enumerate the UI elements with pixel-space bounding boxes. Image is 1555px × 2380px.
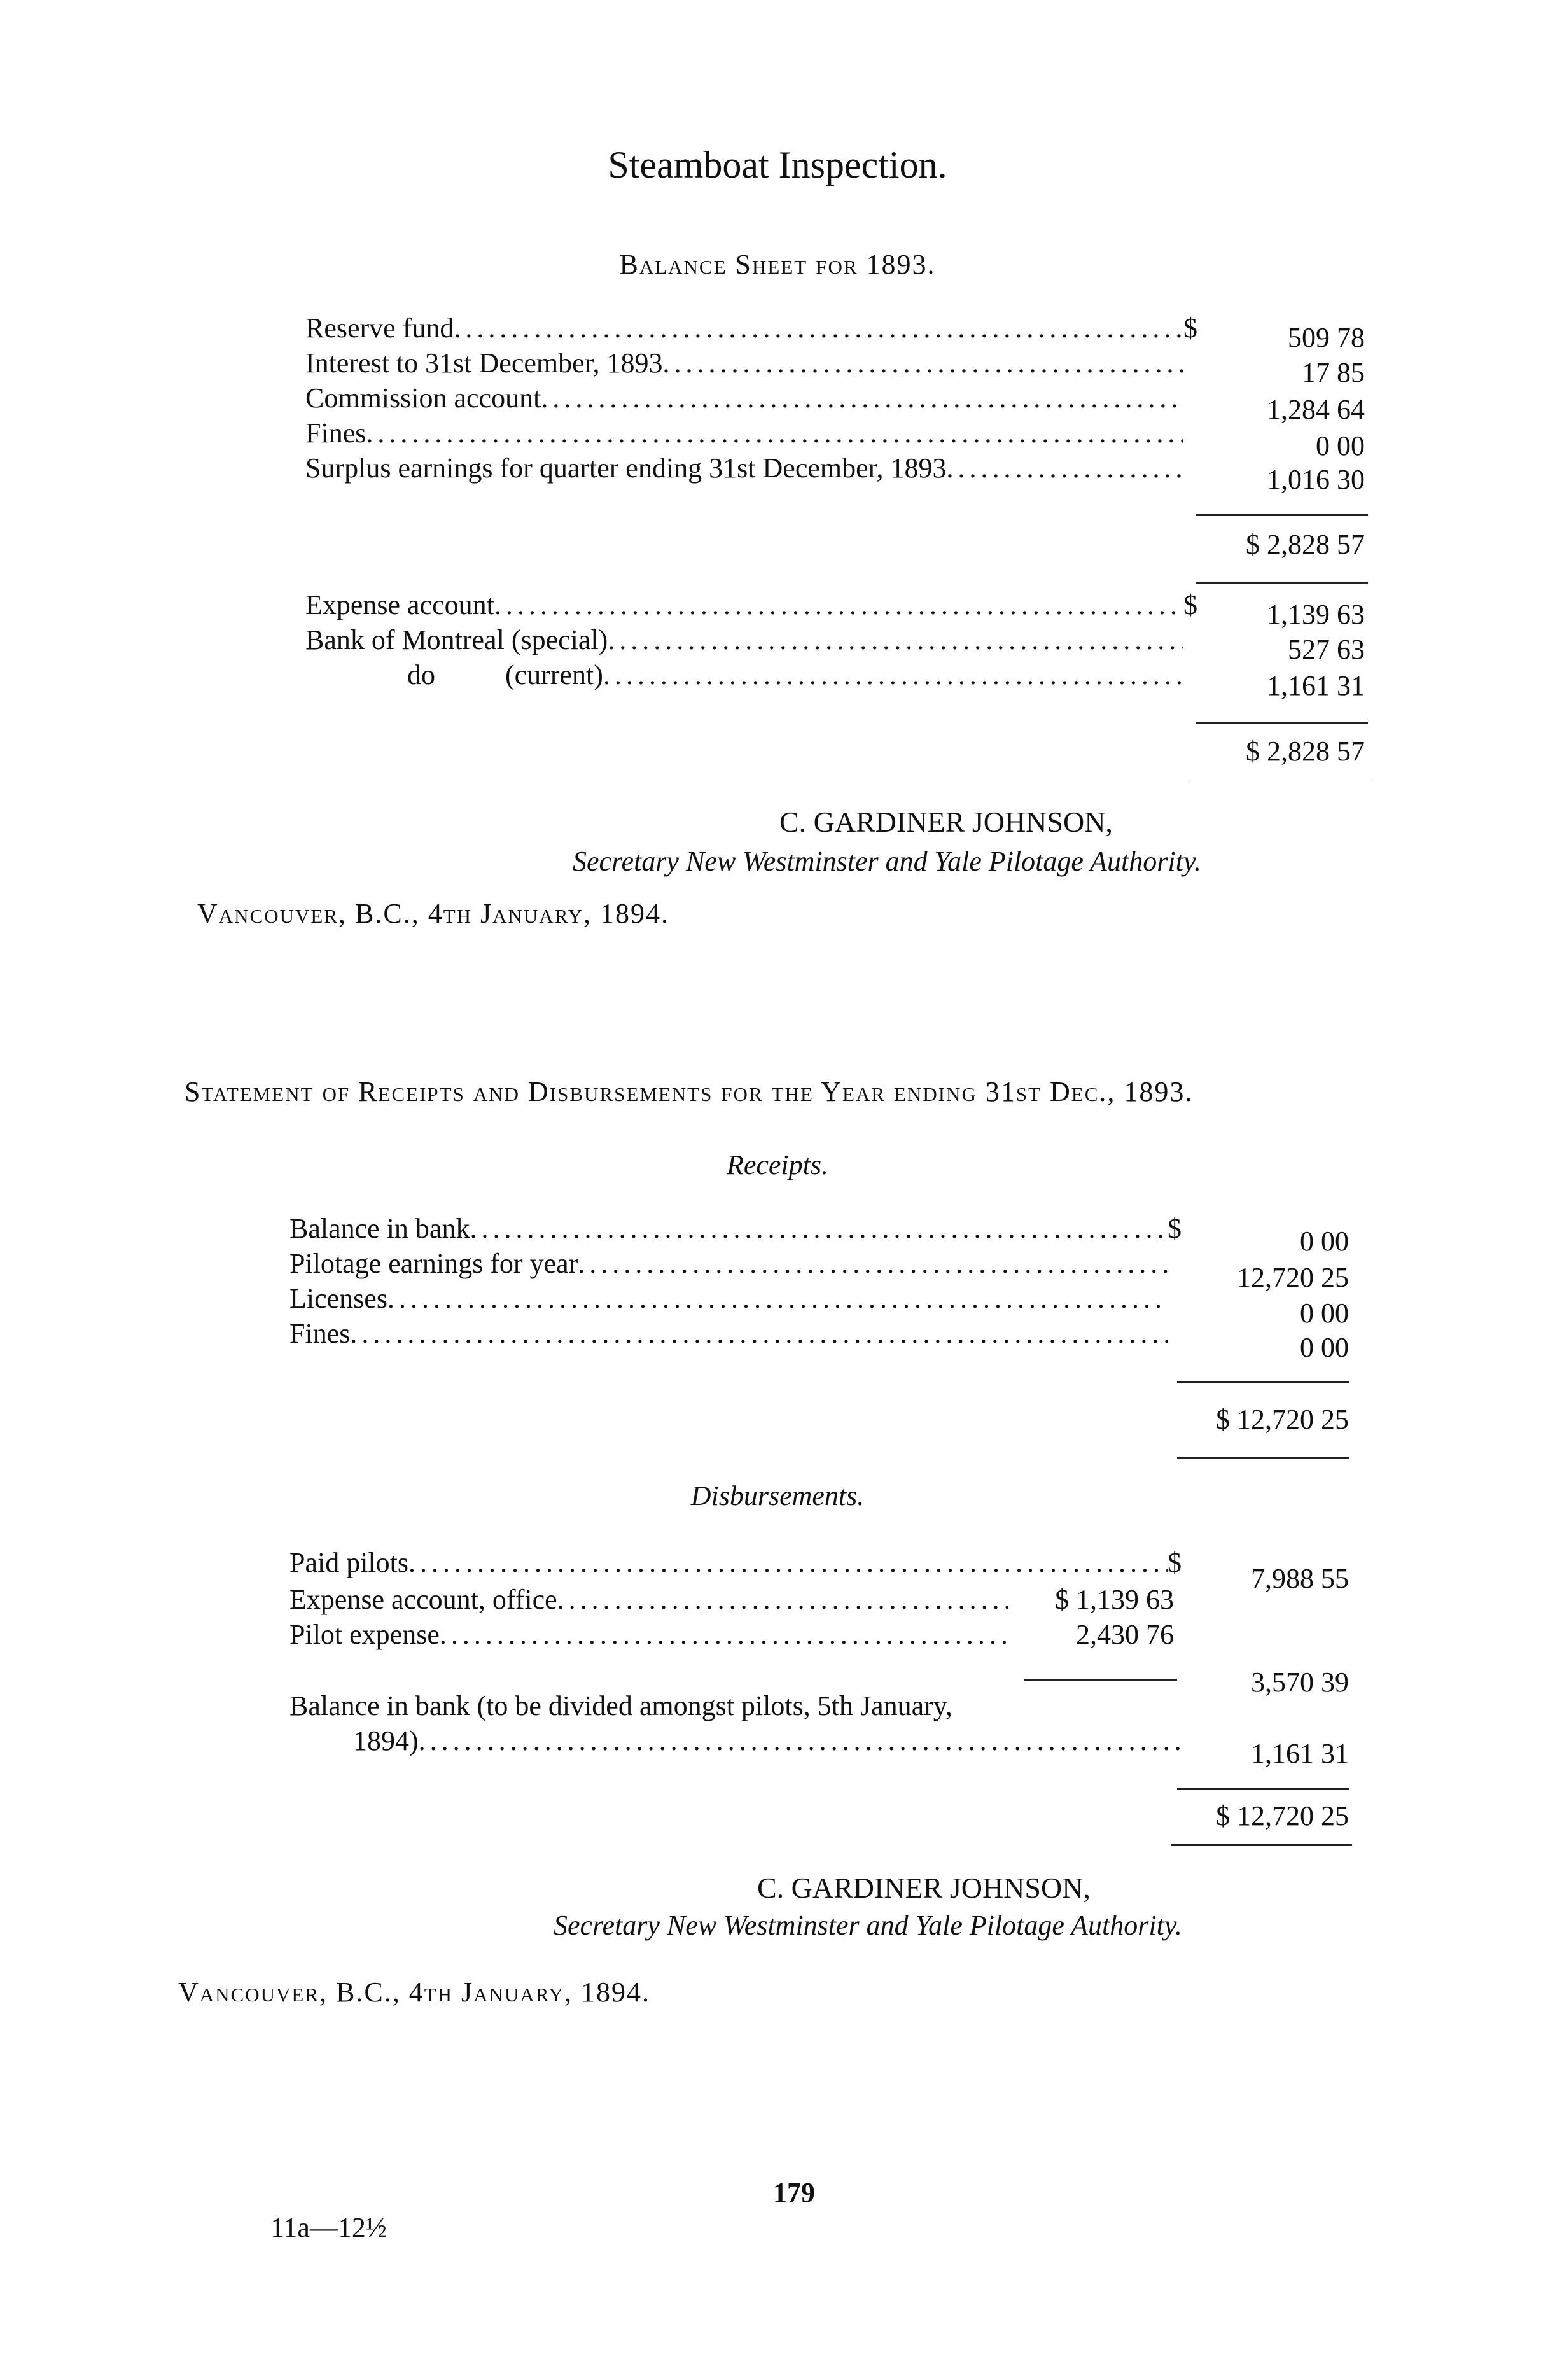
sum-rule [1196,514,1368,516]
ledger-row [289,1212,1187,1245]
leader-dots [578,1247,1168,1280]
ledger-row [353,1725,1187,1757]
balance-line: Balance in bank (to be divided amongst pilots, 5th January, [289,1690,952,1721]
ledger-row [289,1583,1008,1616]
row-amount: 1,161 31 [1251,1738,1349,1769]
leader-dots [608,624,1183,656]
balance-sheet-heading: Balance Sheet for 1893. [619,249,936,280]
row-label: Licenses [289,1283,387,1314]
leader-dots [440,1618,1008,1651]
double-rule [1190,780,1371,785]
leader-dots [541,382,1183,414]
page-number: 179 [773,2177,815,2208]
row-amount: 509 78 [1288,322,1365,353]
sum-rule [1177,1381,1349,1383]
leader-dots [387,1282,1168,1315]
leader-dots [494,589,1183,621]
row-label: Fines [289,1318,351,1349]
row-label: Balance in bank [289,1213,470,1244]
leader-dots [408,1546,1168,1579]
row-label: Paid pilots [289,1547,409,1578]
row-label: Pilotage earnings for year [289,1248,578,1279]
leader-dots [366,417,1183,449]
signature-title: Secretary New Westminster and Yale Pilotage Authority. [554,1910,1182,1941]
row-label: Expense account, office [289,1584,557,1615]
statement-heading: Statement of Receipts and Disbursements for the Year ending 31st Dec., 1893. [185,1076,1194,1107]
ledger-row [305,417,1203,449]
row-amount: 1,139 63 [1267,599,1365,630]
row-amount: 7,988 55 [1251,1563,1349,1594]
ledger-row [289,1247,1187,1280]
place-date: Vancouver, B.C., 4th January, 1894. [197,898,670,929]
row-label: do (current) [407,659,603,690]
sum-rule [1196,582,1368,584]
signature-name: C. GARDINER JOHNSON, [779,806,1113,838]
ledger-row [289,1282,1187,1315]
row-label: 1894) [353,1725,419,1756]
sum-rule [1177,1788,1349,1790]
inner-amount: $ 1,139 63 [1055,1584,1174,1615]
row-label: Expense account [305,589,494,620]
leader-dots [454,312,1183,344]
row-amount: 17 85 [1302,357,1365,388]
inner-amount: 2,430 76 [1076,1619,1174,1650]
row-amount: 0 00 [1300,1332,1349,1363]
ledger-row [305,312,1203,344]
leader-dots [470,1212,1168,1245]
footer-code: 11a—12½ [270,2212,387,2243]
ledger-row [305,624,1203,656]
currency-sign: $ [1168,1547,1182,1578]
row-amount: 1,016 30 [1267,464,1365,495]
row-label: Interest to 31st December, 1893 [305,347,663,379]
disbursements-total: $ 12,720 25 [1216,1800,1349,1831]
currency-sign: $ [1168,1213,1182,1244]
receipts-heading: Receipts. [726,1149,829,1180]
row-label: Fines [305,417,366,449]
row-amount: 1,284 64 [1267,394,1365,425]
page-title: Steamboat Inspection. [608,144,947,186]
ledger-row [305,382,1203,414]
leader-dots [663,347,1183,379]
leader-dots [947,452,1183,484]
leader-dots [419,1725,1187,1757]
row-amount: 527 63 [1288,634,1365,665]
currency-sign: $ [1183,589,1197,620]
ledger-row [305,659,1203,691]
sum-rule [1177,1457,1349,1459]
row-label: Bank of Montreal (special) [305,624,608,655]
ledger-row [305,589,1203,621]
ledger-row [289,1546,1187,1579]
leader-dots [350,1317,1168,1350]
sum-rule [1024,1679,1177,1681]
disbursements-heading: Disbursements. [690,1480,865,1511]
double-rule [1171,1844,1352,1850]
sum-rule [1196,722,1368,724]
balance-total-1: $ 2,828 57 [1246,529,1365,560]
signature-title: Secretary New Westminster and Yale Pilotage Authority. [573,846,1201,877]
signature-name: C. GARDINER JOHNSON, [757,1872,1091,1904]
place-date: Vancouver, B.C., 4th January, 1894. [178,1977,651,2008]
leader-dots [603,659,1183,691]
ledger-row [305,452,1203,484]
row-amount: 0 00 [1300,1298,1349,1329]
row-label: Surplus earnings for quarter ending 31st December, 1893 [305,452,947,484]
row-amount: 12,720 25 [1237,1262,1349,1293]
currency-sign: $ [1183,312,1197,344]
ledger-row [289,1618,1008,1651]
leader-dots [557,1583,1008,1616]
row-label: Commission account [305,382,541,414]
row-label: Reserve fund [305,312,454,344]
row-amount: 0 00 [1316,430,1365,461]
disbursement-subtotal: 3,570 39 [1251,1667,1349,1698]
ledger-row [305,347,1203,379]
row-label: Pilot expense [289,1619,440,1650]
receipts-total: $ 12,720 25 [1216,1404,1349,1435]
row-amount: 1,161 31 [1267,670,1365,701]
balance-total-2: $ 2,828 57 [1246,736,1365,767]
ledger-row [289,1317,1187,1350]
row-amount: 0 00 [1300,1226,1349,1257]
